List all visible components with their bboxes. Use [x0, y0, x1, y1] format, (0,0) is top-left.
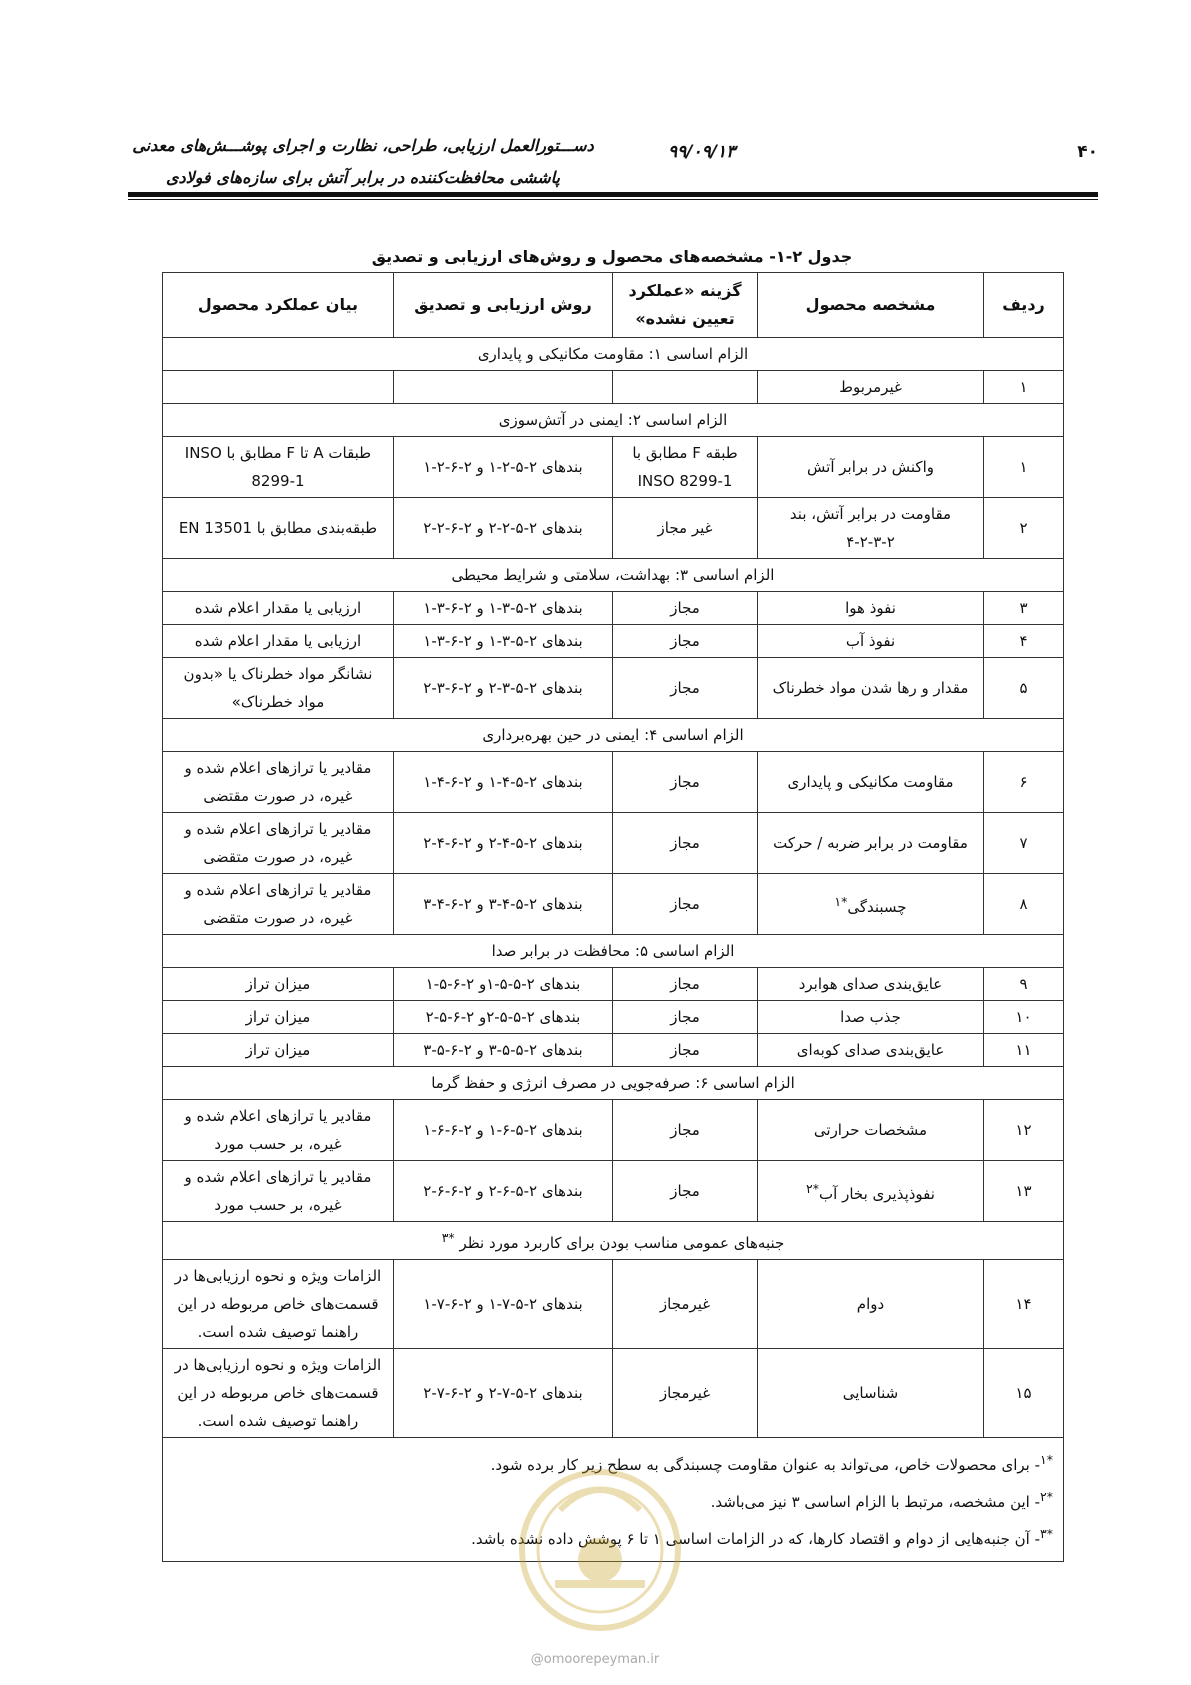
cell-method: بندهای ۲-۵-۴-۳ و ۲-۶-۴-۳ [393, 874, 612, 935]
cell-method: بندهای ۲-۵-۲-۲ و ۲-۶-۲-۲ [393, 498, 612, 559]
cell-property [758, 498, 984, 559]
cell-performance: ارزیابی یا مقدار اعلام شده [163, 625, 394, 658]
cell-row-number: ۱۱ [983, 1034, 1063, 1067]
cell-property [758, 625, 984, 658]
property-text: مقدار و رها شدن مواد خطرناک [772, 679, 969, 697]
table-row [163, 752, 1064, 813]
cell-property [758, 592, 984, 625]
property-text: مقاومت مکانیکی و پایداری [787, 773, 954, 791]
cell-option: مجاز [613, 1100, 758, 1161]
cell-row-number: ۵ [983, 658, 1063, 719]
table-row [163, 625, 1064, 658]
cell-option: غیر مجاز [613, 498, 758, 559]
requirement-row [163, 1222, 1064, 1260]
requirement-cell [163, 404, 1064, 437]
cell-property [758, 1100, 984, 1161]
cell-option: مجاز [613, 1001, 758, 1034]
cell-method: بندهای ۲-۵-۵-۲و ۲-۶-۵-۲ [393, 1001, 612, 1034]
cell-property [758, 1034, 984, 1067]
cell-performance [163, 371, 394, 404]
cell-performance: میزان تراز [163, 1001, 394, 1034]
requirement-label: جنبه‌های عمومی مناسب بودن برای کاربرد مورد نظر [459, 1234, 785, 1252]
cell-method: بندهای ۲-۵-۷-۱ و ۲-۶-۷-۱ [393, 1260, 612, 1349]
product-spec-table [162, 272, 1064, 1562]
table-row [163, 592, 1064, 625]
requirement-cell [163, 338, 1064, 371]
cell-performance: میزان تراز [163, 968, 394, 1001]
property-text: عایق‌بندی صدای کوبه‌ای [796, 1041, 945, 1059]
property-text: مقاومت در برابر ضربه / حرکت [773, 834, 968, 852]
cell-property [758, 437, 984, 498]
cell-performance: ارزیابی یا مقدار اعلام شده [163, 592, 394, 625]
cell-performance: مقادیر یا ترازهای اعلام شده و غیره، در صورت مقتضی [163, 752, 394, 813]
cell-row-number: ۷ [983, 813, 1063, 874]
cell-performance: میزان تراز [163, 1034, 394, 1067]
property-text: نفوذپذیری بخار آب [819, 1184, 935, 1203]
table-row [163, 437, 1064, 498]
requirement-label: الزام اساسی ۴: ایمنی در حین بهره‌برداری [482, 726, 744, 744]
cell-property [758, 968, 984, 1001]
cell-option: مجاز [613, 592, 758, 625]
requirement-row [163, 559, 1064, 592]
cell-property [758, 658, 984, 719]
cell-property [758, 1161, 984, 1222]
table-row [163, 498, 1064, 559]
cell-option: مجاز [613, 625, 758, 658]
requirement-cell [163, 1067, 1064, 1100]
cell-row-number: ۱۳ [983, 1161, 1063, 1222]
cell-option: غیرمجاز [613, 1349, 758, 1438]
document-date: ۹۹/۰۹/۱۳ [668, 142, 736, 162]
cell-method: بندهای ۲-۵-۳-۲ و ۲-۶-۳-۲ [393, 658, 612, 719]
cell-row-number: ۲ [983, 498, 1063, 559]
property-text: عایق‌بندی صدای هوابرد [798, 975, 943, 993]
footnote-text: - این مشخصه، مرتبط با الزام اساسی ۳ نیز می‌باشد. [710, 1493, 1041, 1511]
cell-row-number: ۸ [983, 874, 1063, 935]
title-line-1: دســـتورالعمل ارزیابی، طراحی، نظارت و اجرای پوشـــش‌های معدنی [132, 136, 594, 155]
requirement-cell [163, 935, 1064, 968]
requirement-row [163, 935, 1064, 968]
cell-option: مجاز [613, 968, 758, 1001]
document-title [128, 130, 598, 194]
cell-row-number: ۱ [983, 371, 1063, 404]
property-text: جذب صدا [840, 1008, 901, 1026]
requirement-label: الزام اساسی ۶: صرفه‌جویی در مصرف انرژی و حفظ گرما [431, 1074, 795, 1092]
cell-method: بندهای ۲-۵-۴-۲ و ۲-۶-۴-۲ [393, 813, 612, 874]
cell-row-number: ۱۴ [983, 1260, 1063, 1349]
footnote-text: - آن جنبه‌هایی از دوام و اقتصاد کارها، که در الزامات اساسی ۱ تا ۶ پوشش داده نشده باشد. [471, 1530, 1041, 1548]
cell-performance: الزامات ویژه و نحوه ارزیابی‌ها در قسمت‌های خاص مربوطه در این راهنما توصیف شده است. [163, 1260, 394, 1349]
footnote-text: - برای محصولات خاص، می‌تواند به عنوان مقاومت چسبندگی به سطح زیر کار برده شود. [490, 1456, 1041, 1474]
cell-performance: مقادیر یا ترازهای اعلام شده و غیره، بر حسب مورد [163, 1161, 394, 1222]
cell-row-number: ۱۵ [983, 1349, 1063, 1438]
watermark-site: @omoorepeyman.ir [530, 1652, 660, 1667]
property-text: نفوذ هوا [845, 599, 896, 617]
cell-performance: الزامات ویژه و نحوه ارزیابی‌ها در قسمت‌های خاص مربوطه در این راهنما توصیف شده است. [163, 1349, 394, 1438]
cell-performance: مقادیر یا ترازهای اعلام شده و غیره، در صورت متقضی [163, 813, 394, 874]
cell-method: بندهای ۲-۵-۵-۱و ۲-۶-۵-۱ [393, 968, 612, 1001]
cell-option: غیرمجاز [613, 1260, 758, 1349]
cell-row-number: ۱ [983, 437, 1063, 498]
header-row-number: ردیف [983, 273, 1063, 338]
cell-performance: مقادیر یا ترازهای اعلام شده و غیره، بر حسب مورد [163, 1100, 394, 1161]
cell-option: مجاز [613, 813, 758, 874]
header-option: گزینه «عملکرد تعیین نشده» [613, 273, 758, 338]
cell-performance: طبقه‌بندی مطابق با EN 13501 [163, 498, 394, 559]
requirement-label: الزام اساسی ۱: مقاومت مکانیکی و پایداری [477, 345, 749, 363]
table-row [163, 1349, 1064, 1438]
requirement-row [163, 338, 1064, 371]
cell-property [758, 371, 984, 404]
property-text: نفوذ آب [845, 632, 896, 650]
cell-option [613, 371, 758, 404]
requirement-label: الزام اساسی ۳: بهداشت، سلامتی و شرایط محیطی [451, 566, 775, 584]
header-rule-thick [128, 192, 1098, 197]
requirement-cell [163, 1222, 1064, 1260]
title-line-2: پاششی محافظت‌کننده در برابر آتش برای سازه‌های فولادی [166, 168, 560, 187]
cell-option: مجاز [613, 1161, 758, 1222]
requirement-cell [163, 719, 1064, 752]
cell-property [758, 874, 984, 935]
cell-method [393, 371, 612, 404]
cell-method: بندهای ۲-۵-۵-۳ و ۲-۶-۵-۳ [393, 1034, 612, 1067]
requirement-row [163, 1067, 1064, 1100]
table-row [163, 1034, 1064, 1067]
cell-row-number: ۳ [983, 592, 1063, 625]
table-row [163, 813, 1064, 874]
table-caption: جدول ۲-۱- مشخصه‌های محصول و روش‌های ارزیابی و تصدیق [371, 247, 853, 266]
cell-option: مجاز [613, 874, 758, 935]
table-row [163, 371, 1064, 404]
cell-method: بندهای ۲-۵-۶-۲ و ۲-۶-۶-۲ [393, 1161, 612, 1222]
requirement-row [163, 404, 1064, 437]
cell-row-number: ۱۰ [983, 1001, 1063, 1034]
property-text: چسبندگی [847, 897, 907, 916]
footnote-mark: *۱ [1040, 1452, 1053, 1467]
cell-option: مجاز [613, 752, 758, 813]
footnote-mark: *۲ [1040, 1489, 1053, 1504]
cell-row-number: ۶ [983, 752, 1063, 813]
seal-watermark [500, 1440, 700, 1680]
property-text: غیرمربوط [839, 378, 902, 396]
cell-performance: طبقات A تا F مطابق با INSO 8299-1 [163, 437, 394, 498]
cell-option: مجاز [613, 658, 758, 719]
cell-property [758, 1349, 984, 1438]
cell-method: بندهای ۲-۵-۲-۱ و ۲-۶-۲-۱ [393, 437, 612, 498]
cell-option: مجاز [613, 1034, 758, 1067]
property-text: مشخصات حرارتی [813, 1121, 928, 1139]
property-text: شناسایی [842, 1384, 899, 1402]
cell-option: طبقه F مطابق با INSO 8299-1 [613, 437, 758, 498]
table-row [163, 968, 1064, 1001]
property-text: دوام [856, 1295, 885, 1313]
cell-row-number: ۱۲ [983, 1100, 1063, 1161]
cell-method: بندهای ۲-۵-۴-۱ و ۲-۶-۴-۱ [393, 752, 612, 813]
property-text: واکنش در برابر آتش [807, 458, 934, 476]
page-number: ۴۰ [1077, 142, 1098, 162]
table-row [163, 1001, 1064, 1034]
cell-row-number: ۴ [983, 625, 1063, 658]
table-row [163, 1100, 1064, 1161]
cell-property [758, 1001, 984, 1034]
requirement-label: الزام اساسی ۲: ایمنی در آتش‌سوزی [498, 411, 728, 429]
cell-property [758, 1260, 984, 1349]
cell-performance: مقادیر یا ترازهای اعلام شده و غیره، در صورت متقضی [163, 874, 394, 935]
requirement-label: الزام اساسی ۵: محافظت در برابر صدا [491, 942, 735, 960]
cell-method: بندهای ۲-۵-۳-۱ و ۲-۶-۳-۱ [393, 592, 612, 625]
cell-method: بندهای ۲-۵-۷-۲ و ۲-۶-۷-۲ [393, 1349, 612, 1438]
header-performance: بیان عملکرد محصول [163, 273, 394, 338]
footnote-mark: *۳ [1040, 1526, 1053, 1541]
cell-method: بندهای ۲-۵-۶-۱ و ۲-۶-۶-۱ [393, 1100, 612, 1161]
table-row [163, 874, 1064, 935]
cell-performance: نشانگر مواد خطرناک یا «بدون مواد خطرناک» [163, 658, 394, 719]
header-rule-thin [128, 199, 1098, 200]
property-footnote-mark: *۲ [806, 1180, 820, 1196]
requirement-cell [163, 559, 1064, 592]
requirement-footnote-mark: *۳ [441, 1230, 455, 1245]
header-property: مشخصه محصول [758, 273, 984, 338]
table-row [163, 1161, 1064, 1222]
table-row [163, 1260, 1064, 1349]
table-header-row [163, 273, 1064, 338]
cell-property [758, 752, 984, 813]
table-row [163, 658, 1064, 719]
header-method: روش ارزیابی و تصدیق [393, 273, 612, 338]
cell-method: بندهای ۲-۵-۳-۱ و ۲-۶-۳-۱ [393, 625, 612, 658]
table-body [163, 338, 1064, 1562]
property-footnote-mark: *۱ [834, 893, 848, 909]
cell-row-number: ۹ [983, 968, 1063, 1001]
cell-property [758, 813, 984, 874]
property-text: مقاومت در برابر آتش، بند ۲-۳-۲-۴ [789, 505, 952, 551]
requirement-row [163, 719, 1064, 752]
